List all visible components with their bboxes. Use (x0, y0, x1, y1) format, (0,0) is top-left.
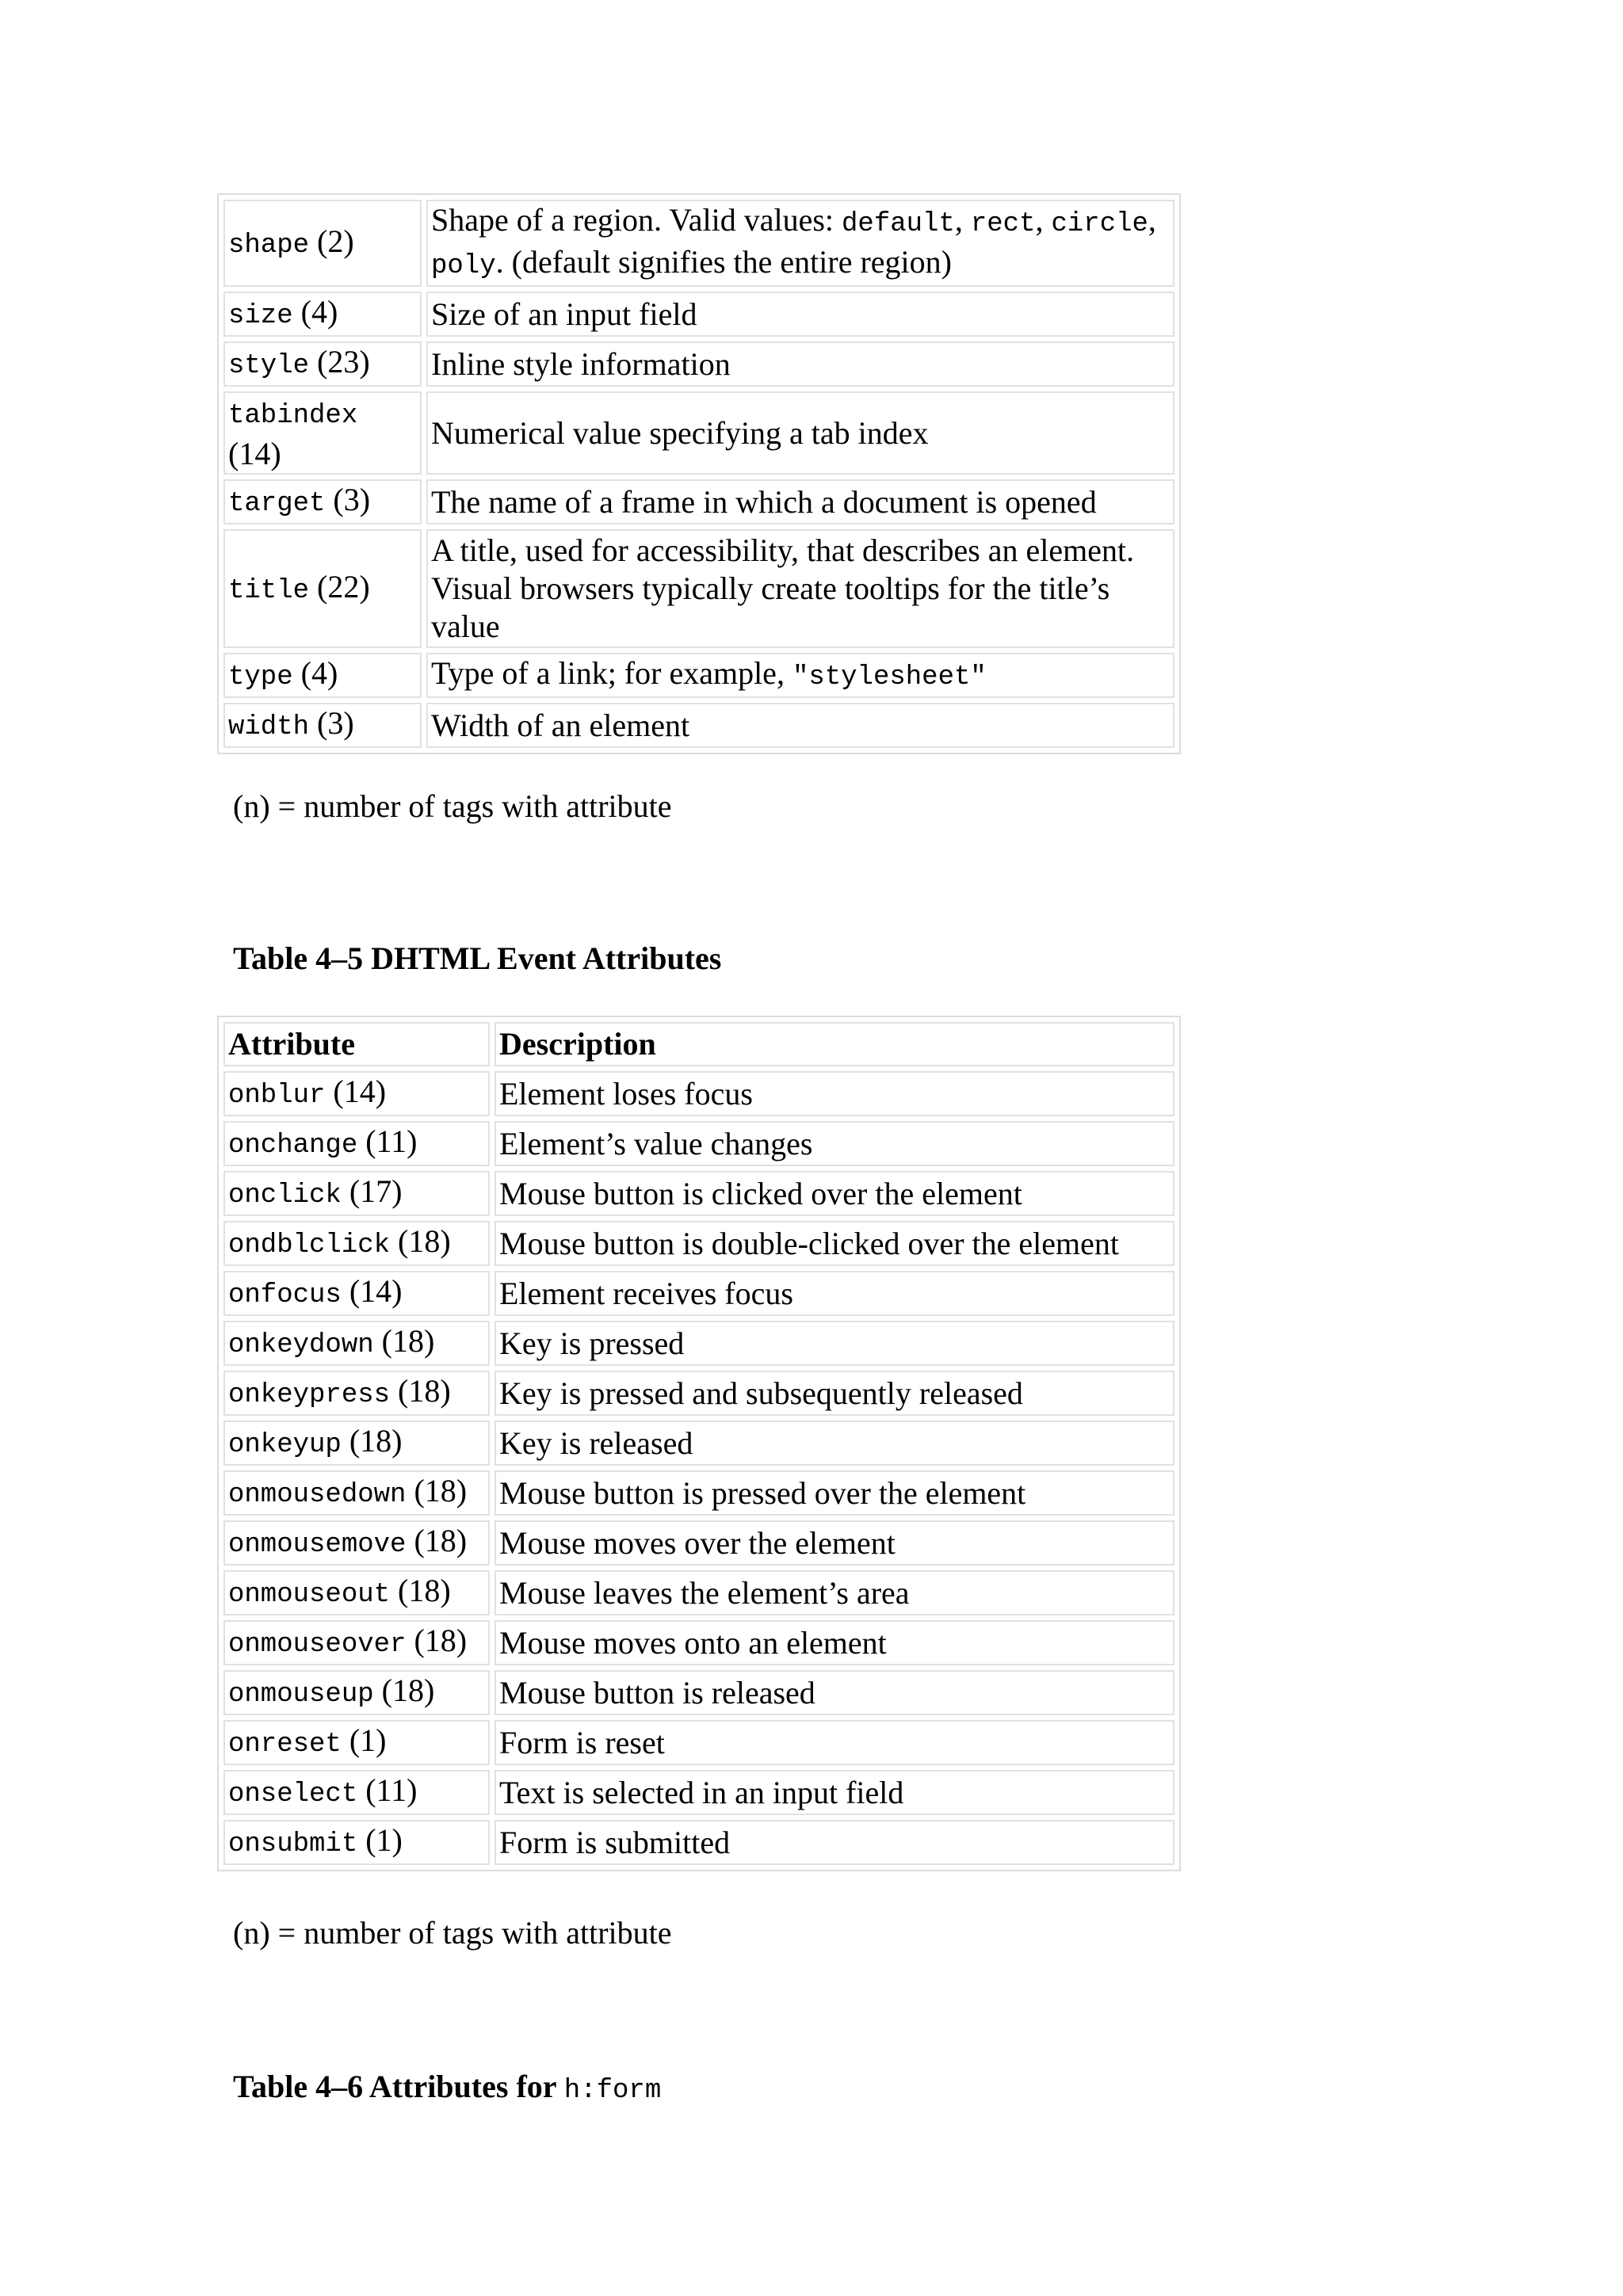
attribute-name: onchange (228, 1131, 358, 1161)
description-cell: Key is released (495, 1421, 1174, 1466)
attribute-count: (1) (349, 1722, 387, 1758)
table-row (223, 1421, 1174, 1466)
table-row (223, 1820, 1174, 1865)
attribute-cell (223, 1520, 490, 1566)
attribute-name: onkeypress (228, 1380, 391, 1410)
attribute-cell (223, 1620, 490, 1665)
attribute-name: tabindex (228, 401, 358, 431)
attribute-cell (223, 1470, 490, 1516)
table-caption (233, 2068, 661, 2110)
attribute-count: (18) (398, 1373, 451, 1409)
table-row (223, 1221, 1174, 1266)
attribute-name: ondblclick (228, 1230, 391, 1261)
attribute-name: onmousemove (228, 1530, 407, 1560)
description-cell: Mouse button is pressed over the element (495, 1470, 1174, 1516)
table-row (223, 1121, 1174, 1166)
table-row (223, 1770, 1174, 1815)
attribute-cell (223, 200, 422, 287)
attribute-cell (223, 341, 422, 387)
description-cell: Mouse leaves the element’s area (495, 1570, 1174, 1615)
attribute-cell (223, 653, 422, 698)
table-row (223, 1570, 1174, 1615)
attribute-count: (4) (300, 655, 338, 691)
attribute-name: onmouseout (228, 1580, 391, 1610)
attribute-count: (18) (398, 1573, 451, 1608)
description-text: , (954, 202, 971, 238)
table-body (223, 1071, 1174, 1865)
attribute-name: target (228, 489, 326, 519)
description-cell: The name of a frame in which a document is opened (426, 479, 1174, 524)
attribute-name: onfocus (228, 1280, 342, 1310)
value-code: circle (1051, 209, 1148, 239)
attribute-name: onclick (228, 1180, 342, 1211)
attribute-count: (18) (381, 1672, 435, 1708)
table-row (223, 292, 1174, 337)
attribute-name: size (228, 301, 293, 331)
description-text: Shape of a region. Valid values: (431, 202, 842, 238)
table-row (223, 703, 1174, 748)
table-header-row (223, 1022, 1174, 1066)
attribute-cell (223, 479, 422, 524)
table-row (223, 1520, 1174, 1566)
attribute-cell (223, 1570, 490, 1615)
attribute-count: (18) (398, 1223, 451, 1259)
caption-code: h:form (563, 2076, 662, 2106)
attribute-name: onselect (228, 1779, 358, 1810)
attribute-count: (14) (349, 1273, 403, 1309)
table-row (223, 1470, 1174, 1516)
attribute-count: (11) (365, 1772, 418, 1808)
attribute-count: (23) (317, 344, 370, 379)
table-row (223, 341, 1174, 387)
attribute-count: (14) (333, 1074, 387, 1109)
description-cell: Key is pressed and subsequently released (495, 1371, 1174, 1416)
table-row (223, 1720, 1174, 1765)
description-cell: Width of an element (426, 703, 1174, 748)
table-row (223, 200, 1174, 287)
description-cell: Form is submitted (495, 1820, 1174, 1865)
attribute-cell (223, 1770, 490, 1815)
attribute-cell (223, 1171, 490, 1216)
description-cell: Element loses focus (495, 1071, 1174, 1116)
table-row (223, 1271, 1174, 1316)
attribute-count: (11) (365, 1123, 418, 1159)
attribute-count: (3) (317, 705, 354, 741)
attribute-name: onblur (228, 1081, 326, 1111)
description-cell: Mouse moves onto an element (495, 1620, 1174, 1665)
attribute-cell (223, 1271, 490, 1316)
description-cell: Form is reset (495, 1720, 1174, 1765)
attribute-count: (18) (414, 1473, 468, 1508)
attribute-count: (18) (414, 1623, 468, 1658)
description-text: . (default signifies the entire region) (495, 244, 952, 280)
attribute-name: width (228, 712, 310, 742)
attribute-count: (18) (414, 1523, 468, 1558)
attribute-name: onkeydown (228, 1330, 374, 1360)
attribute-count: (18) (381, 1323, 435, 1359)
description-cell: Text is selected in an input field (495, 1770, 1174, 1815)
attribute-count: (3) (333, 482, 371, 517)
attribute-count: (22) (317, 568, 370, 605)
value-code: default (842, 209, 955, 239)
attribute-count: (17) (349, 1173, 403, 1209)
attribute-cell (223, 1670, 490, 1715)
description-cell: Numerical value specifying a tab index (426, 391, 1174, 475)
attributes-table-continued (217, 193, 1181, 754)
attribute-cell (223, 1121, 490, 1166)
table-row (223, 479, 1174, 524)
description-cell: Key is pressed (495, 1321, 1174, 1366)
attribute-name: shape (228, 230, 310, 261)
attribute-cell (223, 1321, 490, 1366)
attribute-cell (223, 1221, 490, 1266)
attribute-count: (4) (300, 294, 338, 330)
table-row (223, 391, 1174, 475)
description-cell: Size of an input field (426, 292, 1174, 337)
table-footnote: (n) = number of tags with attribute (233, 788, 672, 824)
description-cell: Element’s value changes (495, 1121, 1174, 1166)
attribute-name: onmouseup (228, 1680, 374, 1710)
description-cell: Mouse moves over the element (495, 1520, 1174, 1566)
attribute-cell (223, 529, 422, 648)
attribute-cell (223, 1720, 490, 1765)
description-cell (426, 653, 1174, 698)
description-cell (426, 200, 1174, 287)
description-cell: Mouse button is clicked over the element (495, 1171, 1174, 1216)
attribute-name: onkeyup (228, 1430, 342, 1460)
description-cell: Element receives focus (495, 1271, 1174, 1316)
dhtml-event-attributes-table (217, 1016, 1181, 1871)
value-code: poly (431, 251, 496, 281)
description-cell: A title, used for accessibility, that describes an element. Visual browsers typically create tooltips for the title’s value (426, 529, 1174, 648)
attribute-name: type (228, 662, 293, 692)
attribute-count: (18) (349, 1423, 403, 1459)
attribute-name: onmouseover (228, 1630, 407, 1660)
attribute-count: (2) (317, 223, 354, 259)
table-row (223, 1171, 1174, 1216)
column-header-attribute: Attribute (223, 1022, 490, 1066)
attribute-name: style (228, 351, 310, 381)
description-cell: Inline style information (426, 341, 1174, 387)
table-row (223, 1371, 1174, 1416)
table-caption: Table 4–5 DHTML Event Attributes (233, 940, 722, 976)
attribute-cell (223, 292, 422, 337)
attribute-cell (223, 391, 422, 475)
attribute-count: (14) (228, 436, 281, 471)
attribute-name: onsubmit (228, 1829, 358, 1859)
attribute-cell (223, 1820, 490, 1865)
value-code: rect (970, 209, 1036, 239)
attribute-name: onreset (228, 1730, 342, 1760)
attribute-cell (223, 1071, 490, 1116)
description-text: Type of a link; for example, (431, 655, 792, 691)
table-footnote: (n) = number of tags with attribute (233, 1915, 672, 1951)
description-cell: Mouse button is double-clicked over the element (495, 1221, 1174, 1266)
column-header-description: Description (495, 1022, 1174, 1066)
attribute-name: onmousedown (228, 1480, 407, 1510)
table-row (223, 1071, 1174, 1116)
table-row (223, 1620, 1174, 1665)
attribute-name: title (228, 575, 310, 606)
attribute-cell (223, 1421, 490, 1466)
attribute-cell (223, 703, 422, 748)
description-text: , (1148, 202, 1156, 238)
attribute-count: (1) (365, 1822, 403, 1858)
attribute-cell (223, 1371, 490, 1416)
table-row (223, 653, 1174, 698)
description-cell: Mouse button is released (495, 1670, 1174, 1715)
table-row (223, 529, 1174, 648)
description-text: , (1035, 202, 1052, 238)
table-row (223, 1670, 1174, 1715)
caption-text: Table 4–6 Attributes for (233, 2069, 564, 2104)
table-row (223, 1321, 1174, 1366)
value-code: "stylesheet" (792, 662, 987, 692)
